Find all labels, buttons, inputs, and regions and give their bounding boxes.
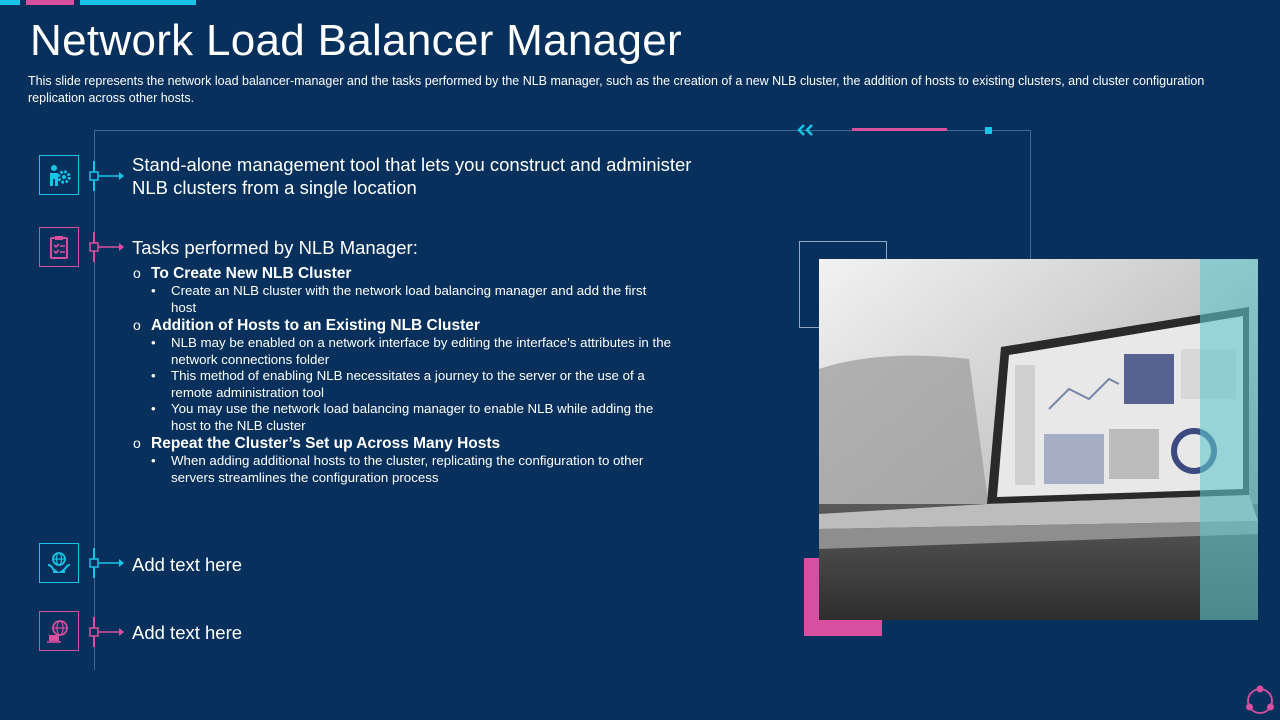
task-bullet — [133, 368, 673, 401]
connector-3 — [85, 548, 125, 578]
top-frame-accent-pink — [852, 128, 947, 131]
cycle-logo-icon — [1243, 684, 1277, 718]
point-4-text: Add text here — [132, 622, 243, 643]
task-group — [133, 316, 673, 434]
connector-2 — [85, 232, 125, 262]
bullet-glyph: • — [151, 283, 156, 298]
bullet-text: Create an NLB cluster with the network load balancing manager and add the first host — [171, 283, 647, 315]
task-title-text: Addition of Hosts to an Existing NLB Cluster — [151, 317, 480, 334]
double-chevron-left-icon — [795, 124, 819, 136]
top-frame-accent-square — [985, 127, 992, 134]
global-network-icon — [39, 611, 79, 651]
point-3-text: Add text here — [132, 554, 243, 575]
task-bullet — [133, 453, 673, 486]
task-title-text: Repeat the Cluster’s Set up Across Many Hosts — [151, 435, 501, 452]
task-list — [133, 264, 673, 486]
bullet-text: This method of enabling NLB necessitates a journey to the server or the use of a remote administration tool — [171, 368, 645, 400]
connector-1 — [85, 161, 125, 191]
checklist-icon — [39, 227, 79, 267]
task-title — [133, 264, 673, 283]
point-1-text: Stand-alone management tool that lets you construct and administer NLB clusters from a single location — [132, 154, 692, 198]
top-accent-pink — [26, 0, 74, 5]
task-marker: o — [133, 317, 141, 333]
task-title — [133, 316, 673, 335]
slide-subtitle: This slide represents the network load balancer-manager and the tasks performed by the NLB manager, such as the creation of a new NLB cluster, the addition of hosts to existing clusters, and cluster configuration replication across other hosts. — [28, 74, 1205, 105]
bullet-glyph: • — [151, 401, 156, 416]
slide-title: Network Load Balancer Manager — [30, 16, 682, 65]
bullet-glyph: • — [151, 368, 156, 383]
bullet-glyph: • — [151, 453, 156, 468]
bullet-glyph: • — [151, 335, 156, 350]
globe-hands-icon — [39, 543, 79, 583]
top-accent-cyan-2 — [80, 0, 196, 5]
bullet-text: When adding additional hosts to the cluster, replicating the configuration to other servers streamlines the configuration process — [171, 453, 644, 485]
frame-line-left — [94, 130, 95, 670]
task-bullet — [133, 335, 673, 368]
laptop-dashboard-photo — [819, 259, 1258, 620]
management-settings-icon — [39, 155, 79, 195]
task-marker: o — [133, 435, 141, 451]
task-title-text: To Create New NLB Cluster — [151, 265, 352, 282]
connector-4 — [85, 617, 125, 647]
task-marker: o — [133, 265, 141, 281]
point-2-text: Tasks performed by NLB Manager: — [132, 237, 418, 258]
frame-line-right — [1030, 130, 1031, 260]
task-bullet — [133, 401, 673, 434]
bullet-text: NLB may be enabled on a network interface by editing the interface's attributes in the network connections folder — [171, 335, 671, 367]
top-accent-cyan-1 — [0, 0, 20, 5]
bullet-text: You may use the network load balancing manager to enable NLB while adding the host to the NLB cluster — [171, 401, 654, 433]
task-title — [133, 434, 673, 453]
task-group — [133, 264, 673, 316]
task-group — [133, 434, 673, 486]
task-bullet — [133, 283, 673, 316]
